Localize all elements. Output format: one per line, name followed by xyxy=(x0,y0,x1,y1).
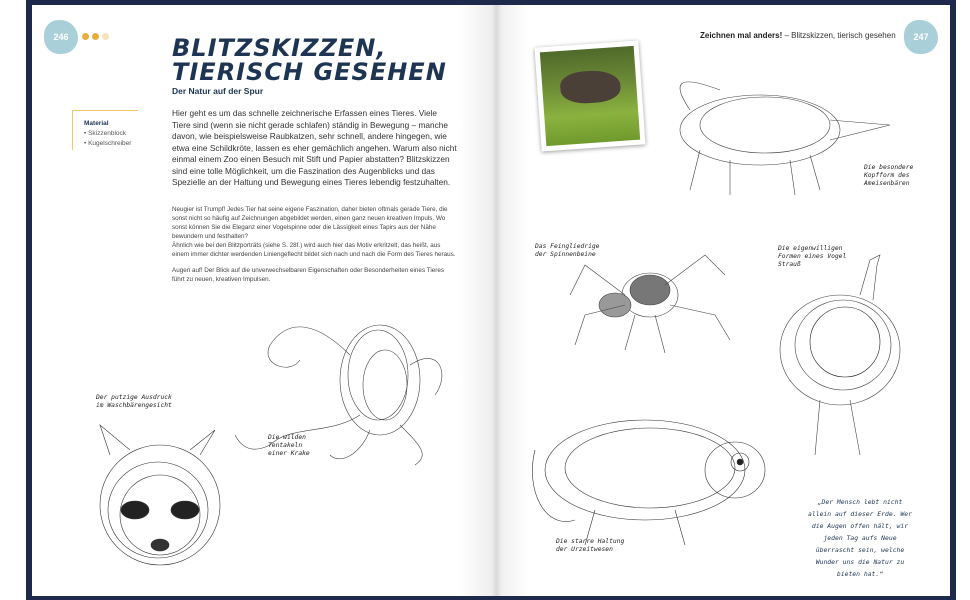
octopus-sketch xyxy=(230,305,460,475)
material-item: • Kugelschreiber xyxy=(84,140,132,147)
material-heading: Material xyxy=(84,120,109,127)
frame-top xyxy=(26,0,956,5)
title-line-2: TIERISCH GESEHEN xyxy=(172,58,447,86)
title-line-1: BLITZSKIZZEN, xyxy=(172,34,387,62)
caption-octopus: Die wilden Tentakeln einer Krake xyxy=(268,434,310,457)
page-number-badge: 247 xyxy=(904,20,938,54)
anteater-photo xyxy=(534,40,645,151)
caption-chameleon: Die starre Haltung der Urzeitwesen xyxy=(556,538,625,553)
running-head: Zeichnen mal anders! – Blitzskizzen, tierisch gesehen xyxy=(700,31,896,40)
subtitle: Der Natur auf der Spur xyxy=(172,86,264,96)
lead-paragraph: Hier geht es um das schnelle zeichnerische Erfassen eines Tieres. Viele Tiere sind (wenn sie nicht gerade schlafen) ständig in Bewegung – manche davon, wie beispielsweise Raubkatzen, sehr schnell, andere hingegen, wie etwa eine Schildkröte, lassen es eher gemächlich angehen. Warum also nicht einmal einem Zoo einen Besuch mit Stift und Papier abstatten? Blitzskizzen sind eine tolle Möglichkeit, um die Faszination des Augenblicks und das Spezielle an der Haltung und Bewegung eines Tieres lebendig festzuhalten. xyxy=(172,108,457,187)
quote: „Der Mensch lebt nicht allein auf dieser Erde. Wer die Augen offen hält, wir jeden Tag aufs Neue überrascht sein, welche Wunder uns die Natur zu bieten hat.“ xyxy=(808,498,912,578)
body-text xyxy=(172,206,457,285)
chameleon-sketch xyxy=(525,390,785,560)
raccoon-sketch xyxy=(70,415,230,580)
frame-bottom xyxy=(26,596,956,600)
caption-raccoon: Der putzige Ausdruck im Waschbärengesicht xyxy=(96,394,172,409)
body-paragraph: Augen auf! Der Blick auf die unverwechselbaren Eigenschaften oder Besonderheiten eines Tieres führt zu neuen, kreativen Impulsen. xyxy=(172,267,444,284)
material-box xyxy=(72,110,138,150)
frame-left xyxy=(0,0,32,600)
decorative-dots xyxy=(82,33,109,40)
frame-right xyxy=(950,0,956,600)
caption-spider: Das Feingliedrige der Spinnenbeine xyxy=(535,243,600,258)
body-paragraph: Ähnlich wie bei den Blitzporträts (siehe S. 28f.) wird auch hier das Motiv erkritzelt, das heißt, aus einem immer dichter werdenden Liniengeflecht bildet sich nach und nach die Form des Tieres heraus. xyxy=(172,241,456,258)
ostrich-sketch xyxy=(765,250,915,465)
caption-anteater: Die besondere Kopfform des Ameisenbären xyxy=(864,164,914,187)
caption-ostrich: Die eigenwilligen Formen eines Vogel Strauß xyxy=(778,245,847,268)
page-title xyxy=(172,36,447,84)
body-paragraph: Neugier ist Trumpf! Jedes Tier hat seine eigene Faszination, daher bieten oftmals gerade Tiere, die sonst nicht so häufig auf Zeichnungen abgebildet werden, einen ganz neuen kreativen Impuls. Wo sonst können Sie die Eleganz einer Vogelspinne oder die Lässigkeit eines Tapirs aus der Nähe bewundern und festhalten? xyxy=(172,206,448,240)
material-item: • Skizzenblock xyxy=(84,130,127,137)
page-number-badge: 246 xyxy=(44,20,78,54)
book-gutter xyxy=(460,5,530,596)
